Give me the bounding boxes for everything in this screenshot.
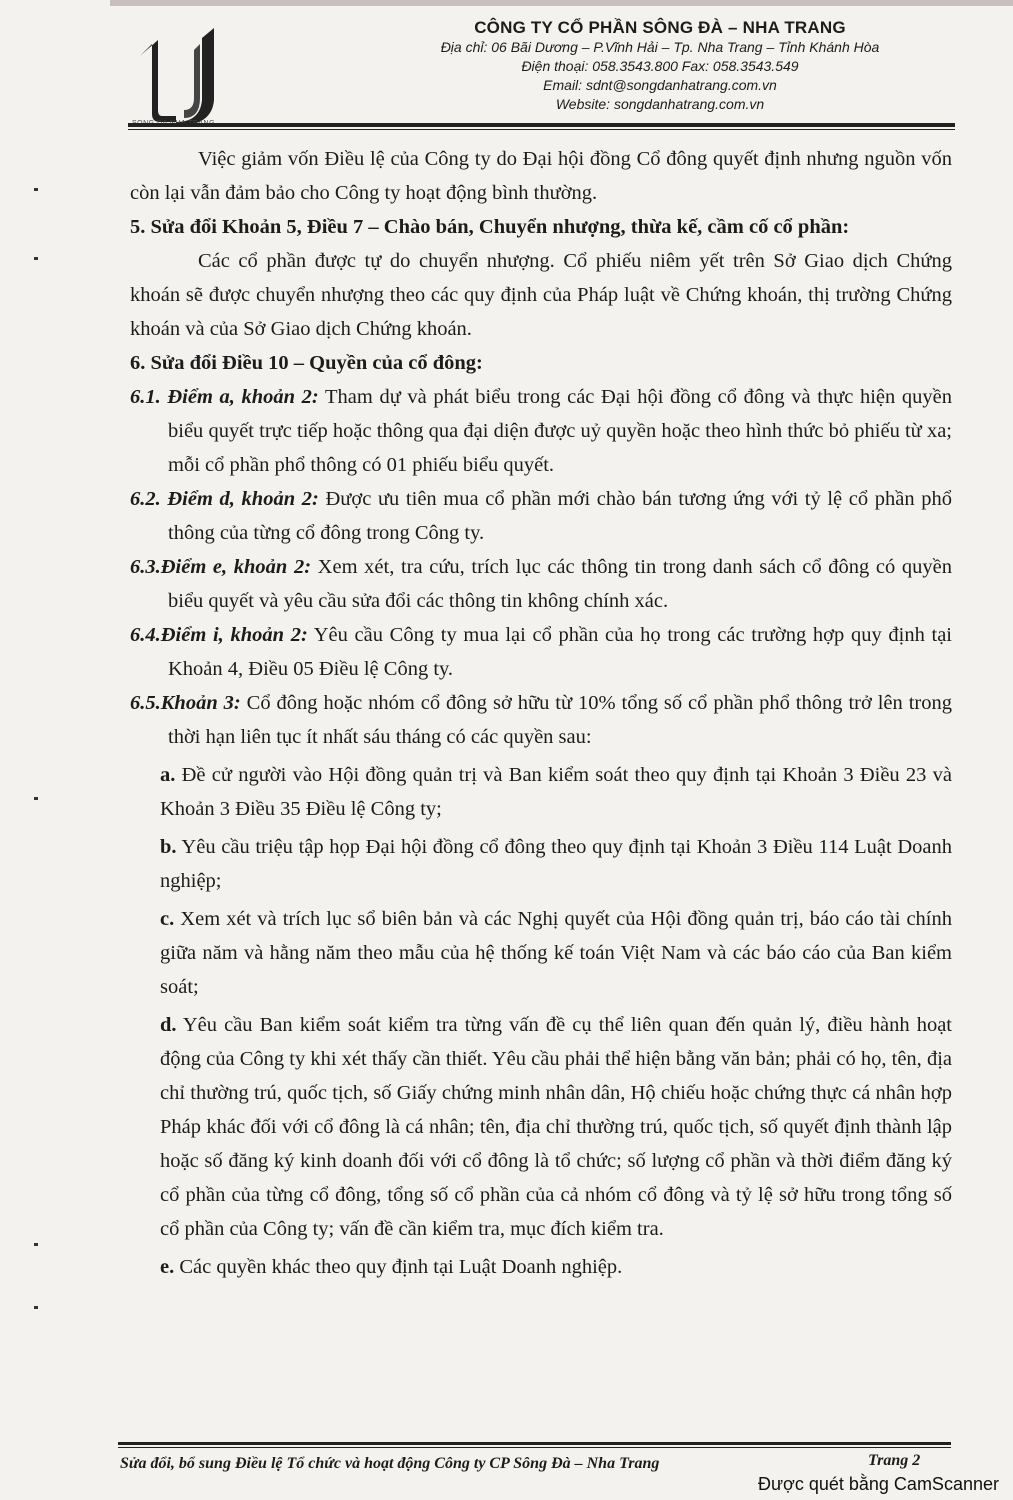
scan-margin-mark [34, 257, 38, 260]
right-d [130, 1008, 952, 1246]
item-text: Yêu cầu Công ty mua lại cổ phần của họ trong các trường hợp quy định tại Khoản 4, Điều 05 Điều lệ Công ty. [168, 624, 952, 680]
footer-rule [118, 1442, 951, 1445]
footer-title: Sửa đổi, bổ sung Điều lệ Tổ chức và hoạt động Công ty CP Sông Đà – Nha Trang [120, 1455, 660, 1472]
page-number: Trang 2 [868, 1452, 921, 1469]
item-label: b. [160, 836, 177, 858]
scan-margin-mark [34, 188, 38, 191]
scan-margin-mark [34, 797, 38, 800]
scan-edge [110, 0, 1013, 6]
item-label: d. [160, 1014, 177, 1036]
scan-margin-mark [34, 1243, 38, 1246]
item-6-3 [130, 550, 952, 618]
item-6-1 [130, 380, 952, 482]
item-text: Yêu cầu triệu tập họp Đại hội đồng cổ đông theo quy định tại Khoản 3 Điều 114 Luật Doanh nghiệp; [160, 836, 952, 892]
header-rule-thin [128, 129, 955, 130]
company-phone: Điện thoại: 058.3543.800 Fax: 058.3543.549 [521, 58, 799, 74]
item-label: a. [160, 764, 176, 786]
item-text: Yêu cầu Ban kiểm soát kiểm tra từng vấn đề cụ thể liên quan đến quản lý, điều hành hoạt động của Công ty khi xét thấy cần thiết. Yêu cầu phải thể hiện bằng văn bản; phải có họ, tên, địa chỉ thường trú, quốc tịch, số Giấy chứng minh nhân dân, Hộ chiếu hoặc chứng thực cá nhân hợp Pháp khác đối với cổ đông là cá nhân; tên, địa chỉ thường trú, quốc tịch, số quyết định thành lập hoặc số đăng ký kinh doanh đối với cổ đông là tổ chức; số lượng cổ phần và thời điểm đăng ký cổ phần của từng cổ đông, tổng số cổ phần của cả nhóm cổ đông và tỷ lệ sở hữu trong tổng số cổ phần của Công ty; vấn đề cần kiểm tra, mục đích kiểm tra. [160, 1014, 952, 1240]
item-text: Tham dự và phát biểu trong các Đại hội đồng cổ đông và thực hiện quyền biểu quyết trực tiếp hoặc thông qua đại diện được uỷ quyền hoặc theo hình thức bỏ phiếu từ xa; mỗi cổ phần phổ thông có 01 phiếu biểu quyết. [168, 386, 952, 476]
company-name: CÔNG TY CỔ PHẦN SÔNG ĐÀ – NHA TRANG [474, 18, 846, 37]
footer-rule-thin [118, 1447, 951, 1448]
scanner-watermark: Được quét bằng CamScanner [758, 1474, 999, 1494]
item-text: Đề cử người vào Hội đồng quản trị và Ban kiểm soát theo quy định tại Khoản 3 Điều 23 và Khoản 3 Điều 35 Điều lệ Công ty; [160, 764, 952, 820]
document-body [130, 142, 952, 1284]
section-5-heading: 5. Sửa đổi Khoản 5, Điều 7 – Chào bán, Chuyển nhượng, thừa kế, cầm cố cổ phần: [130, 216, 850, 238]
item-label: 6.1. Điểm a, khoản 2: [130, 386, 319, 408]
letterhead [380, 18, 940, 114]
item-label: 6.3.Điểm e, khoản 2: [130, 556, 312, 578]
section-6-heading: 6. Sửa đổi Điều 10 – Quyền của cổ đông: [130, 352, 483, 374]
item-text: Xem xét, tra cứu, trích lục các thông tin trong danh sách cổ đông có quyền biểu quyết và yêu cầu sửa đổi các thông tin không chính xác. [168, 556, 952, 612]
item-text: Các quyền khác theo quy định tại Luật Doanh nghiệp. [174, 1256, 623, 1278]
paragraph-share-transfer: Các cổ phần được tự do chuyển nhượng. Cổ phiếu niêm yết trên Sở Giao dịch Chứng khoán sẽ được chuyển nhượng theo các quy định của Pháp luật về Chứng khoán, thị trường Chứng khoán và của Sở Giao dịch Chứng khoán. [130, 250, 952, 340]
right-a [130, 758, 952, 826]
item-text: Được ưu tiên mua cổ phần mới chào bán tương ứng với tỷ lệ cổ phần phổ thông của từng cổ đông trong Công ty. [168, 488, 952, 544]
paragraph-capital-reduction: Việc giảm vốn Điều lệ của Công ty do Đại hội đồng Cổ đông quyết định nhưng nguồn vốn còn lại vẫn đảm bảo cho Công ty hoạt động bình thường. [130, 148, 952, 204]
scan-margin-mark [34, 1306, 38, 1309]
right-c [130, 902, 952, 1004]
item-6-5 [130, 686, 952, 754]
right-b [130, 830, 952, 898]
company-website: Website: songdanhatrang.com.vn [555, 96, 765, 112]
header-rule [128, 123, 955, 127]
item-6-2 [130, 482, 952, 550]
item-text: Xem xét và trích lục sổ biên bản và các Nghị quyết của Hội đồng quản trị, báo cáo tài chính giữa năm và hằng năm theo mẫu của hệ thống kế toán Việt Nam và các báo cáo của Ban kiểm soát; [160, 908, 952, 998]
company-email: Email: sdnt@songdanhatrang.com.vn [543, 77, 777, 93]
company-address: Địa chỉ: 06 Bãi Dương – P.Vĩnh Hải – Tp. Nha Trang – Tỉnh Khánh Hòa [440, 39, 880, 55]
item-label: e. [160, 1256, 175, 1278]
item-text: Cổ đông hoặc nhóm cổ đông sở hữu từ 10% tổng số cổ phần phổ thông trở lên trong thời hạn liên tục ít nhất sáu tháng có các quyền sau: [168, 692, 952, 748]
item-label: 6.2. Điểm d, khoản 2: [130, 488, 319, 510]
right-e [130, 1250, 952, 1284]
item-6-4 [130, 618, 952, 686]
item-label: 6.4.Điểm i, khoản 2: [130, 624, 308, 646]
company-logo-icon [130, 26, 225, 126]
item-label: c. [160, 908, 175, 930]
item-label: 6.5.Khoản 3: [130, 692, 241, 714]
